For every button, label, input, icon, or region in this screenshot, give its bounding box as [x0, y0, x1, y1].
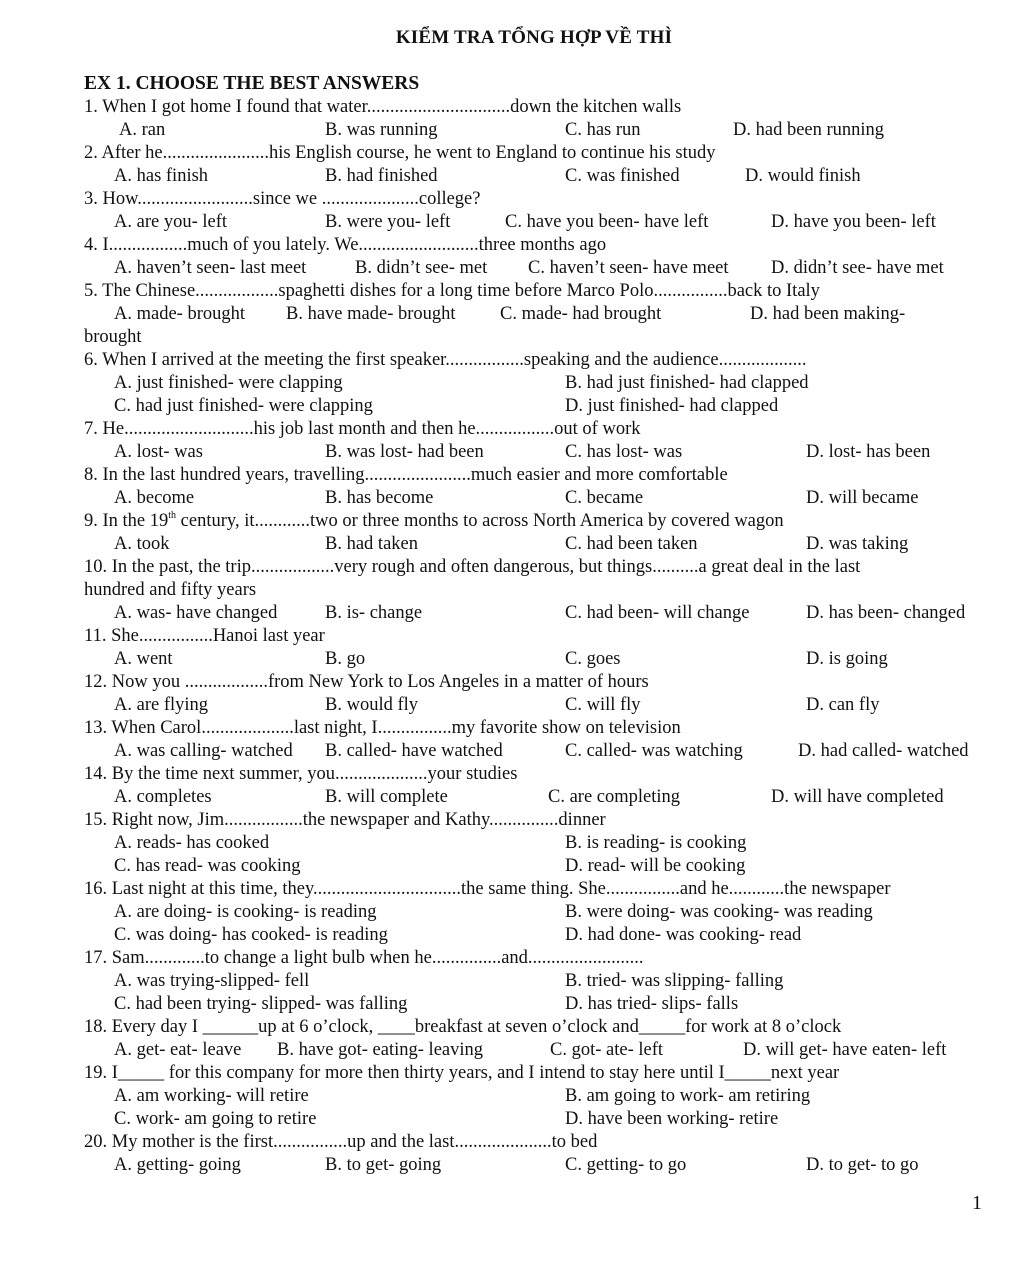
- option-d: D. had called- watched: [798, 741, 969, 761]
- option-a: A. was calling- watched: [114, 741, 293, 761]
- question-text: 11. She................Hanoi last year: [84, 626, 325, 646]
- option-b: B. is- change: [325, 603, 423, 623]
- option-a: A. was- have changed: [114, 603, 278, 623]
- option-a: A. are doing- is cooking- is reading: [114, 902, 377, 922]
- option-a: A. am working- will retire: [114, 1086, 309, 1106]
- option-d: D. will became: [806, 488, 919, 508]
- question-5: [84, 280, 1004, 303]
- option-c: C. had been taken: [565, 534, 698, 554]
- options-20: [84, 1154, 1004, 1177]
- option-c: C. are completing: [548, 787, 681, 807]
- options-16-row-2: [84, 924, 1004, 947]
- option-a: A. took: [114, 534, 170, 554]
- question-text: 2. After he.......................his English course, he went to England to continue his study: [84, 143, 716, 163]
- question-18: [84, 1016, 1004, 1039]
- option-d: D. have been working- retire: [565, 1109, 779, 1129]
- question-text: 18. Every day I ______up at 6 o’clock, ____breakfast at seven o’clock and_____for work at 8 o’clock: [84, 1017, 842, 1037]
- options-18: [84, 1039, 1004, 1062]
- options-15-row-2: [84, 855, 1004, 878]
- options-12: [84, 694, 1004, 717]
- question-text: 3. How.........................since we .....................college?: [84, 189, 481, 209]
- question-text-part: century, it............two or three months to across North America by covered wagon: [176, 511, 784, 531]
- question-7: [84, 418, 1004, 441]
- option-c: C. goes: [565, 649, 621, 669]
- page-number: 1: [972, 1192, 982, 1214]
- option-a: A. just finished- were clapping: [114, 373, 343, 393]
- option-b: B. to get- going: [325, 1155, 442, 1175]
- option-c: C. haven’t seen- have meet: [528, 258, 729, 278]
- option-c: C. had just finished- were clapping: [114, 396, 373, 416]
- option-c: C. has run: [565, 120, 641, 140]
- option-b: B. tried- was slipping- falling: [565, 971, 784, 991]
- option-c: C. got- ate- left: [550, 1040, 664, 1060]
- question-text: 19. I_____ for this company for more then thirty years, and I intend to stay here until I_____next year: [84, 1063, 840, 1083]
- question-20: [84, 1131, 1004, 1154]
- question-4: [84, 234, 1004, 257]
- option-b: B. called- have watched: [325, 741, 503, 761]
- options-16-row-1: [84, 901, 1004, 924]
- options-17-row-1: [84, 970, 1004, 993]
- option-d: D. lost- has been: [806, 442, 931, 462]
- question-17: [84, 947, 1004, 970]
- option-d: D. has tried- slips- falls: [565, 994, 739, 1014]
- option-d: D. had been making-: [750, 304, 906, 324]
- option-c: C. had been trying- slipped- was falling: [114, 994, 408, 1014]
- question-text: 8. In the last hundred years, travelling.......................much easier and more comfortable: [84, 465, 728, 485]
- options-19-row-1: [84, 1085, 1004, 1108]
- options-17-row-2: [84, 993, 1004, 1016]
- question-text: 17. Sam.............to change a light bulb when he...............and.........................: [84, 948, 644, 968]
- option-b: B. is reading- is cooking: [565, 833, 747, 853]
- question-8: [84, 464, 1004, 487]
- question-16: [84, 878, 1004, 901]
- option-b: B. would fly: [325, 695, 419, 715]
- option-d: D. will get- have eaten- left: [743, 1040, 947, 1060]
- option-b: B. have made- brought: [286, 304, 456, 324]
- option-d: D. is going: [806, 649, 888, 669]
- page-title: KIỂM TRA TỔNG HỢP VỀ THÌ: [395, 27, 673, 48]
- options-7: [84, 441, 1004, 464]
- option-a: A. haven’t seen- last meet: [114, 258, 307, 278]
- options-2: [84, 165, 1004, 188]
- option-b: B. were doing- was cooking- was reading: [565, 902, 873, 922]
- question-14: [84, 763, 1004, 786]
- option-d: D. read- will be cooking: [565, 856, 746, 876]
- question-15: [84, 809, 1004, 832]
- question-9: [84, 510, 1004, 533]
- option-b: B. had taken: [325, 534, 418, 554]
- option-b: B. go: [325, 649, 366, 669]
- option-b: B. am going to work- am retiring: [565, 1086, 811, 1106]
- option-a: A. are you- left: [114, 212, 228, 232]
- option-d: D. didn’t see- have met: [771, 258, 944, 278]
- options-5-continued: [84, 326, 1004, 349]
- question-text: 7. He............................his job last month and then he.................out of work: [84, 419, 641, 439]
- option-b: B. will complete: [325, 787, 448, 807]
- exercise-heading: EX 1. CHOOSE THE BEST ANSWERS: [84, 73, 420, 94]
- option-a: A. has finish: [114, 166, 209, 186]
- option-d: D. had done- was cooking- read: [565, 925, 802, 945]
- option-b: B. has become: [325, 488, 434, 508]
- option-a: A. completes: [114, 787, 212, 807]
- option-d: D. have you been- left: [771, 212, 936, 232]
- option-d-continued: brought: [84, 327, 142, 347]
- question-text: 1. When I got home I found that water...............................down the kitchen walls: [84, 97, 682, 117]
- option-c: C. have you been- have left: [505, 212, 709, 232]
- option-d: D. has been- changed: [806, 603, 966, 623]
- option-c: C. getting- to go: [565, 1155, 687, 1175]
- question-text-continued: hundred and fifty years: [84, 580, 257, 600]
- options-10: [84, 602, 1004, 625]
- option-a: A. get- eat- leave: [114, 1040, 242, 1060]
- option-d: D. to get- to go: [806, 1155, 919, 1175]
- question-6: [84, 349, 1004, 372]
- option-c: C. made- had brought: [500, 304, 662, 324]
- question-2: [84, 142, 1004, 165]
- question-text: 13. When Carol....................last night, I................my favorite show on television: [84, 718, 681, 738]
- option-c: C. has read- was cooking: [114, 856, 301, 876]
- option-c: C. became: [565, 488, 644, 508]
- option-a: A. lost- was: [114, 442, 203, 462]
- options-11: [84, 648, 1004, 671]
- option-b: B. was lost- had been: [325, 442, 484, 462]
- question-10: [84, 556, 1004, 579]
- options-19-row-2: [84, 1108, 1004, 1131]
- question-list: [84, 96, 1004, 1177]
- option-d: D. will have completed: [771, 787, 944, 807]
- question-text: 16. Last night at this time, they................................the same thing. She................and he............the newspaper: [84, 879, 891, 899]
- option-d: D. had been running: [733, 120, 885, 140]
- question-3: [84, 188, 1004, 211]
- option-b: B. were you- left: [325, 212, 451, 232]
- option-a: A. ran: [119, 120, 166, 140]
- option-c: C. has lost- was: [565, 442, 683, 462]
- option-a: A. become: [114, 488, 195, 508]
- option-b: B. had finished: [325, 166, 438, 186]
- option-d: D. just finished- had clapped: [565, 396, 779, 416]
- options-6-row-2: [84, 395, 1004, 418]
- option-a: A. are flying: [114, 695, 209, 715]
- question-1: [84, 96, 1004, 119]
- options-15-row-1: [84, 832, 1004, 855]
- options-8: [84, 487, 1004, 510]
- options-14: [84, 786, 1004, 809]
- options-4: [84, 257, 1004, 280]
- options-13: [84, 740, 1004, 763]
- question-13: [84, 717, 1004, 740]
- option-b: B. was running: [325, 120, 438, 140]
- question-text: 20. My mother is the first................up and the last.....................to bed: [84, 1132, 598, 1152]
- question-text-part: 9. In the 19: [84, 511, 169, 531]
- option-c: C. had been- will change: [565, 603, 750, 623]
- option-b: B. have got- eating- leaving: [277, 1040, 484, 1060]
- ordinal-suffix: th: [168, 510, 177, 521]
- option-d: D. would finish: [745, 166, 861, 186]
- question-10-continued: [84, 579, 1004, 602]
- options-6-row-1: [84, 372, 1004, 395]
- option-c: C. work- am going to retire: [114, 1109, 317, 1129]
- question-text: 5. The Chinese..................spaghetti dishes for a long time before Marco Polo................back to Italy: [84, 281, 820, 301]
- question-text: 14. By the time next summer, you....................your studies: [84, 764, 518, 784]
- options-5: [84, 303, 1004, 326]
- option-d: D. can fly: [806, 695, 880, 715]
- question-text: 15. Right now, Jim.................the newspaper and Kathy...............dinner: [84, 810, 606, 830]
- question-text: 6. When I arrived at the meeting the first speaker.................speaking and the audience...................: [84, 350, 807, 370]
- options-3: [84, 211, 1004, 234]
- options-9: [84, 533, 1004, 556]
- options-1: [84, 119, 1004, 142]
- option-c: C. called- was watching: [565, 741, 743, 761]
- question-text: [84, 510, 784, 533]
- option-a: A. went: [114, 649, 173, 669]
- option-b: B. had just finished- had clapped: [565, 373, 809, 393]
- option-a: A. was trying-slipped- fell: [114, 971, 310, 991]
- option-a: A. reads- has cooked: [114, 833, 270, 853]
- question-text: 4. I.................much of you lately. We..........................three months ago: [84, 235, 607, 255]
- option-a: A. made- brought: [114, 304, 246, 324]
- option-c: C. will fly: [565, 695, 641, 715]
- option-c: C. was doing- has cooked- is reading: [114, 925, 388, 945]
- question-text: 10. In the past, the trip..................very rough and often dangerous, but things..........a great deal in the last: [84, 557, 861, 577]
- option-d: D. was taking: [806, 534, 909, 554]
- question-12: [84, 671, 1004, 694]
- question-19: [84, 1062, 1004, 1085]
- question-11: [84, 625, 1004, 648]
- option-c: C. was finished: [565, 166, 680, 186]
- option-b: B. didn’t see- met: [355, 258, 488, 278]
- question-text: 12. Now you ..................from New York to Los Angeles in a matter of hours: [84, 672, 649, 692]
- option-a: A. getting- going: [114, 1155, 241, 1175]
